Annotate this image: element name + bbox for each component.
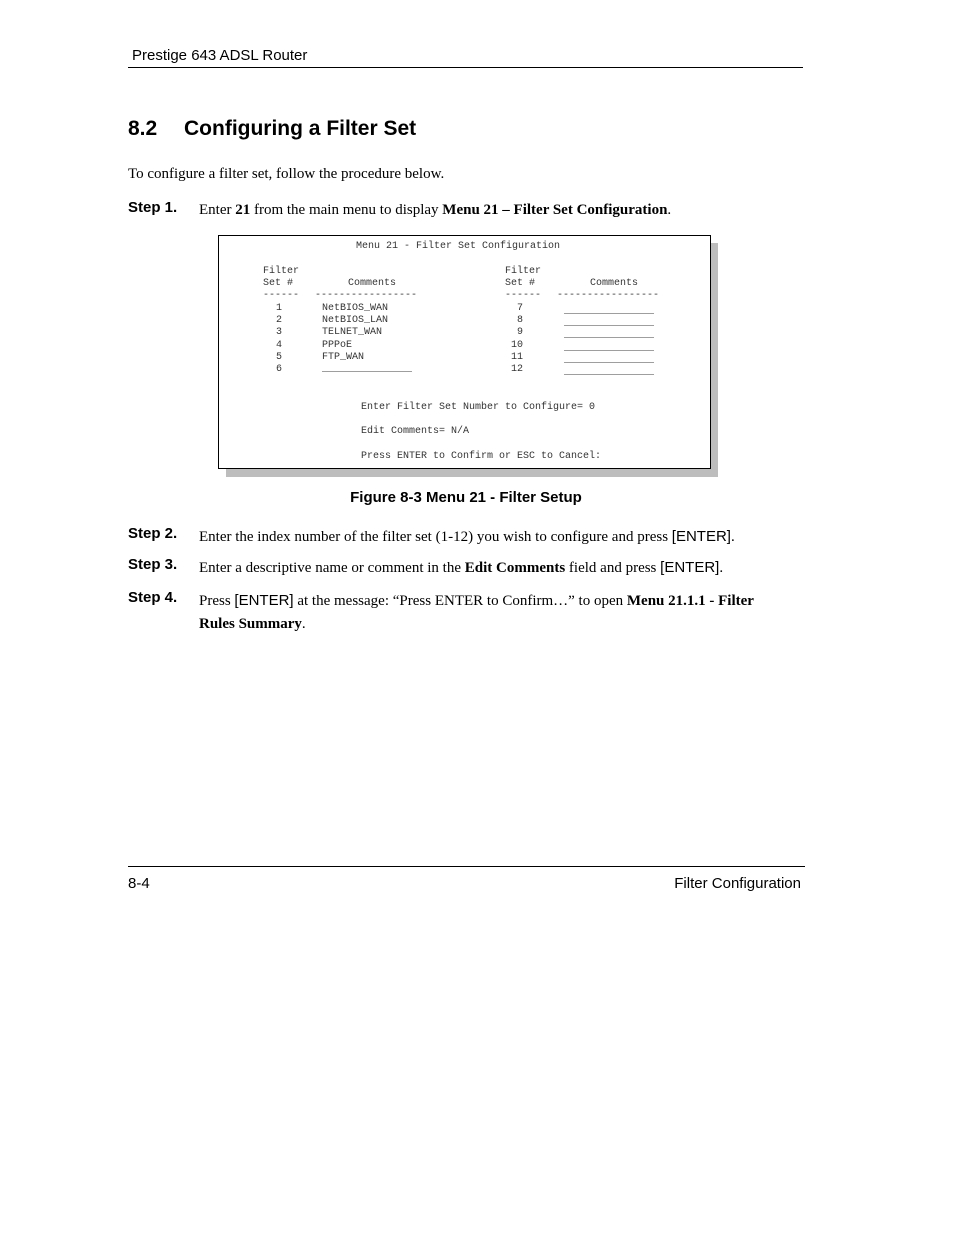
filter-set-num: 10: [511, 340, 524, 351]
section-title: Configuring a Filter Set: [184, 117, 417, 140]
step-label: Step 3.: [128, 556, 178, 573]
header-rule: [128, 67, 803, 68]
left-dash-comments: -----------------: [315, 290, 418, 301]
running-header: Prestige 643 ADSL Router: [132, 47, 308, 64]
left-dash-set: ------: [263, 290, 300, 301]
section-heading: [128, 117, 416, 141]
left-col-filter: Filter: [263, 266, 300, 277]
filter-set-blank: _______________: [564, 343, 655, 354]
step-text: Enter the index number of the filter set (1-12) you wish to configure and press [ENTER].: [199, 528, 735, 545]
page-number: 8-4: [128, 875, 150, 892]
filter-set-blank: _______________: [564, 306, 655, 317]
filter-set-num: 2: [276, 315, 283, 326]
filter-set-comment: FTP_WAN: [322, 352, 365, 363]
filter-set-num: 9: [517, 327, 524, 338]
step-text: Enter 21 from the main menu to display Menu 21 – Filter Set Configuration.: [199, 202, 672, 218]
prompt-confirm: Press ENTER to Confirm or ESC to Cancel:: [361, 451, 602, 462]
section-number: 8.2: [128, 117, 158, 140]
step-text: Enter a descriptive name or comment in the Edit Comments field and press [ENTER].: [199, 559, 724, 576]
intro-paragraph: To configure a filter set, follow the procedure below.: [128, 166, 445, 182]
filter-set-comment: PPPoE: [322, 340, 353, 351]
right-col-set: Set #: [505, 278, 536, 289]
filter-set-num: 12: [511, 364, 524, 375]
figure-caption: Figure 8-3 Menu 21 - Filter Setup: [350, 489, 582, 506]
filter-set-comment: TELNET_WAN: [322, 327, 383, 338]
filter-set-num: 1: [276, 303, 283, 314]
filter-set-num: 7: [517, 303, 524, 314]
prompt-edit-comments: Edit Comments= N/A: [361, 426, 470, 437]
terminal-screen: [218, 235, 711, 469]
filter-set-num: 4: [276, 340, 283, 351]
step-label: Step 1.: [128, 199, 178, 216]
filter-set-blank: _______________: [564, 367, 655, 378]
filter-set-comment: _______________: [322, 364, 413, 375]
left-col-set: Set #: [263, 278, 294, 289]
filter-set-num: 11: [511, 352, 524, 363]
step-text: Press [ENTER] at the message: “Press ENTER to Confirm…” to open Menu 21.1.1 - Filter Rules Summary.: [199, 592, 754, 632]
prompt-filter-set-number: Enter Filter Set Number to Configure= 0: [361, 402, 596, 413]
right-col-comments: Comments: [590, 278, 639, 289]
filter-set-blank: _______________: [564, 330, 655, 341]
filter-set-num: 5: [276, 352, 283, 363]
step-label: Step 4.: [128, 589, 178, 606]
filter-set-comment: NetBIOS_WAN: [322, 303, 389, 314]
right-dash-comments: -----------------: [557, 290, 660, 301]
filter-set-blank: _______________: [564, 318, 655, 329]
terminal-title: Menu 21 - Filter Set Configuration: [356, 241, 561, 252]
filter-set-num: 6: [276, 364, 283, 375]
right-col-filter: Filter: [505, 266, 542, 277]
left-col-comments: Comments: [348, 278, 397, 289]
filter-set-num: 3: [276, 327, 283, 338]
filter-set-comment: NetBIOS_LAN: [322, 315, 389, 326]
chapter-title: Filter Configuration: [674, 875, 801, 892]
filter-set-blank: _______________: [564, 355, 655, 366]
step-label: Step 2.: [128, 525, 178, 542]
right-dash-set: ------: [505, 290, 542, 301]
filter-set-num: 8: [517, 315, 524, 326]
footer-rule: [128, 866, 805, 867]
